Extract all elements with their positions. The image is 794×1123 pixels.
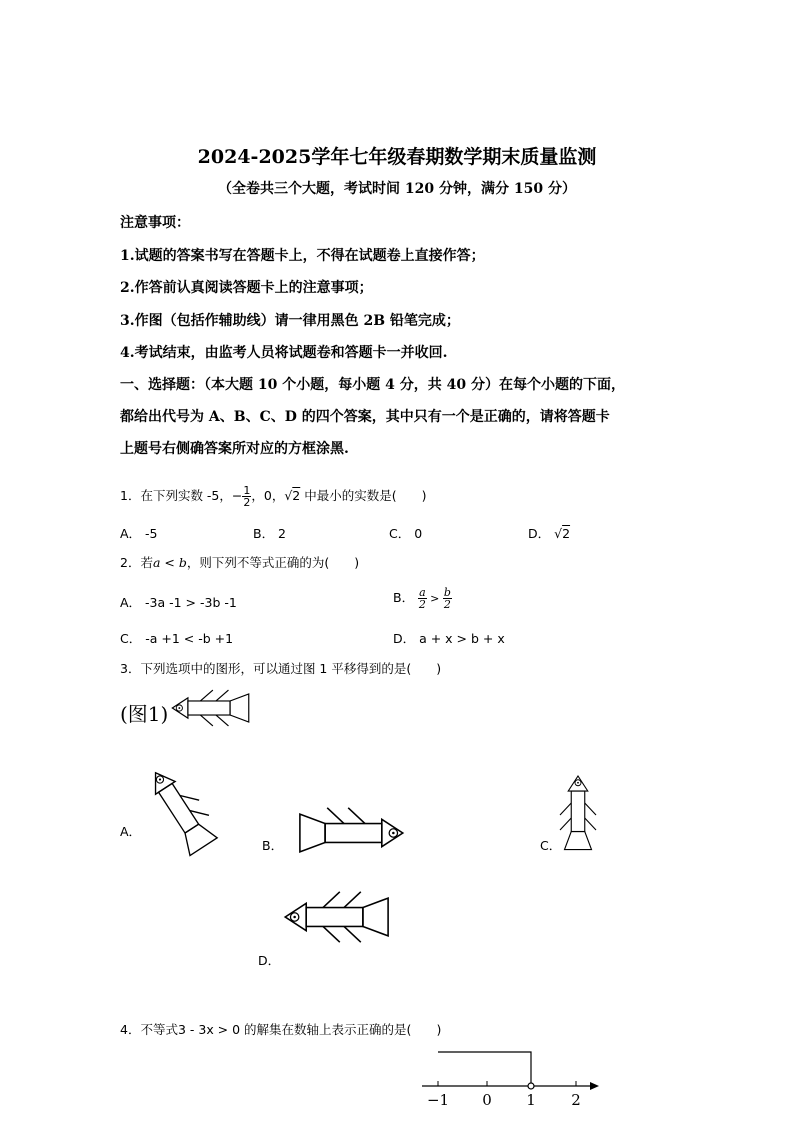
tick-label: −1 — [426, 1091, 450, 1109]
q1-frac-num: 1 — [243, 484, 251, 497]
q1-option-a: A． -5 — [120, 526, 158, 541]
q2-option-b-label: B． — [393, 590, 415, 605]
q1-middle: ，0， — [251, 488, 285, 503]
tick-label: 1 — [526, 1091, 536, 1109]
q2-stem-b: a — [152, 555, 161, 570]
q1-option-b: B． 2 — [253, 526, 287, 541]
page-subtitle: （全卷共三个大题，考试时间 120 分钟，满分 150 分） — [218, 181, 576, 197]
figure-1-shape — [172, 690, 248, 726]
tick-label: 0 — [482, 1091, 492, 1109]
q2-stem-d: b — [178, 555, 187, 570]
q3-option-a-label: A． — [120, 824, 142, 839]
q2-stem-e: ，则下列不等式正确的为( ) — [186, 555, 360, 570]
note-item-2: 2.作答前认真阅读答题卡上的注意事项； — [120, 280, 373, 296]
section1-line-3: 上题号右侧确答案所对应的方框涂黑. — [120, 441, 349, 457]
page-title: 2024-2025学年七年级春期数学期末质量监测 — [197, 146, 597, 168]
q2-frac-b-den: 2 — [443, 598, 451, 611]
q2-stem-c: < — [160, 555, 179, 570]
q2-option-a: A． -3a -1 > -3b -1 — [120, 595, 237, 610]
note-item-3: 3.作图（包括作辅助线）请一律用黑色 2B 铅笔完成； — [120, 313, 460, 329]
q2-frac-a-num: a — [419, 586, 426, 599]
q2-frac-b-num: b — [443, 586, 451, 599]
notes-heading: 注意事项： — [120, 215, 190, 231]
tick-label: 2 — [571, 1091, 581, 1109]
sqrt-icon: √ — [554, 526, 563, 541]
q1-frac-den: 2 — [243, 496, 251, 509]
q3-option-b-label: B． — [262, 838, 284, 853]
q1-option-d-arg: 2 — [562, 526, 571, 541]
q1-suffix: 中最小的实数是( ) — [300, 488, 427, 503]
q1-minus: − — [231, 488, 243, 503]
q4-stem: 4．不等式3 - 3x > 0 的解集在数轴上表示正确的是( ) — [120, 1022, 442, 1037]
q2-option-b: B． $\frac{a}{2}$ > $\frac{b}{2}$ — [393, 586, 451, 611]
q3-stem: 3．下列选项中的图形，可以通过图 1 平移得到的是( ) — [120, 661, 442, 676]
option-b-shape — [300, 808, 403, 852]
q2-option-d: D． a + x > b + x — [393, 631, 505, 646]
option-c-shape — [560, 776, 596, 850]
q1-prefix: 1．在下列实数 -5， — [120, 488, 232, 503]
q3-option-c-label: C． — [540, 838, 562, 853]
note-item-1: 1.试题的答案书写在答题卡上，不得在试题卷上直接作答； — [120, 248, 485, 264]
option-d-shape — [285, 892, 388, 942]
q2-stem-a: 2．若 — [120, 555, 153, 570]
q1-option-c: C． 0 — [389, 526, 423, 541]
q3-figure-label: (图1) — [120, 702, 169, 726]
section1-line-1: 一、选择题：（本大题 10 个小题，每小题 4 分，共 40 分）在每个小题的下面， — [120, 377, 625, 393]
q1-option-d-label: D． — [528, 526, 551, 541]
section1-line-2: 都给出代号为 A、B、C、D 的四个答案，其中只有一个是正确的，请将答题卡 — [120, 409, 610, 425]
note-item-4: 4.考试结束，由监考人员将试题卷和答题卡一并收回. — [120, 345, 448, 361]
option-a-shape — [142, 761, 222, 856]
q4-number-line — [422, 1052, 599, 1109]
q2-option-c: C． -a +1 < -b +1 — [120, 631, 234, 646]
q2-frac-a-den: 2 — [418, 598, 426, 611]
q1-root-arg: 2 — [292, 488, 301, 503]
q3-option-d-label: D． — [258, 953, 281, 968]
sqrt-icon: √ — [284, 488, 293, 503]
